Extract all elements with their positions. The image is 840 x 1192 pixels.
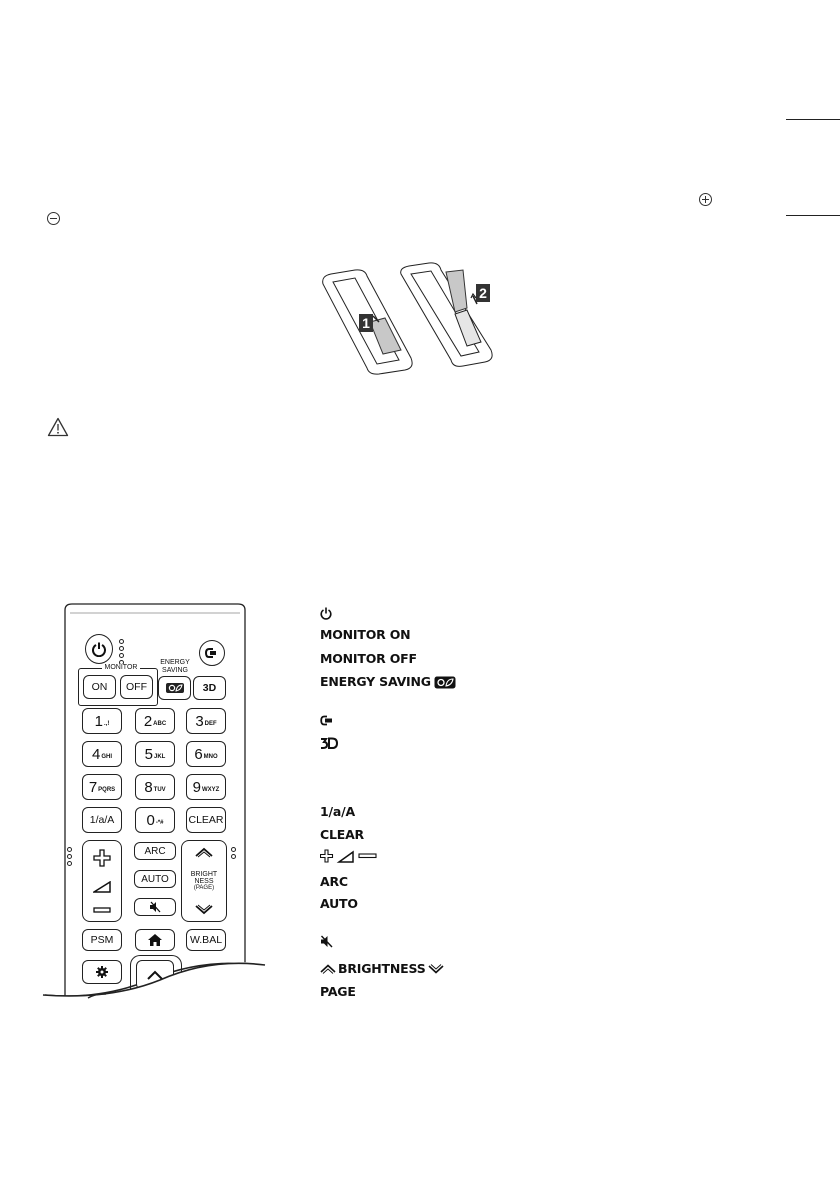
volume-down-icon	[92, 906, 112, 914]
key-1aA[interactable]	[82, 807, 122, 833]
brightness-label-2: NESS	[194, 877, 214, 885]
home-button[interactable]	[135, 929, 175, 951]
key-4-sub: GHI	[101, 754, 112, 760]
energy-saving-label-2: SAVING	[162, 667, 188, 674]
home-icon	[148, 934, 162, 946]
key-0-sub: -*#	[155, 820, 164, 826]
volume-rocker[interactable]	[82, 840, 122, 922]
brightness-rocker[interactable]	[181, 840, 227, 922]
key-7-sub: PQRS	[98, 787, 116, 793]
key-5-sub: JKL	[154, 754, 166, 760]
legend-energy-saving	[320, 673, 456, 691]
key-clear-label: CLEAR	[188, 814, 224, 826]
legend-page-text: PAGE	[320, 984, 356, 999]
page-label: (PAGE)	[193, 884, 215, 891]
input-button[interactable]	[199, 640, 225, 666]
key-9-digit: 9	[192, 778, 201, 796]
auto-label: AUTO	[141, 873, 169, 885]
plus-circle-icon	[699, 193, 712, 206]
section-rule-top	[786, 119, 840, 120]
key-7[interactable]	[82, 774, 122, 800]
arc-label: ARC	[144, 845, 166, 857]
key-9-sub: WXYZ	[202, 787, 220, 793]
brightness-label-1: BRIGHT	[190, 870, 218, 878]
power-icon	[320, 607, 332, 620]
callout-1-label: 1	[362, 315, 370, 331]
psm-button[interactable]	[82, 929, 122, 951]
key-5[interactable]	[135, 741, 175, 767]
legend-volume	[320, 847, 378, 865]
legend-input	[320, 711, 334, 729]
key-1aA-label: 1/a/A	[89, 814, 115, 826]
legend-1aA	[320, 803, 355, 821]
monitor-label: MONITOR	[102, 664, 140, 671]
brightness-down-icon	[428, 964, 444, 974]
key-2-sub: ABC	[153, 721, 167, 727]
auto-button[interactable]	[134, 870, 176, 888]
battery-cover-illustration	[315, 262, 515, 382]
legend-arc	[320, 873, 348, 891]
cutaway-wave	[40, 960, 280, 1030]
key-3-sub: DEF	[204, 721, 217, 727]
side-dots-right	[230, 846, 240, 860]
power-button[interactable]	[85, 634, 113, 664]
legend-auto-text: AUTO	[320, 896, 358, 911]
side-dots-left	[66, 846, 72, 867]
mute-icon	[149, 901, 161, 913]
legend-1aA-text: 1/a/A	[320, 804, 355, 819]
key-6[interactable]	[186, 741, 226, 767]
psm-label: PSM	[90, 934, 114, 946]
section-rule-bottom	[786, 215, 840, 216]
key-2-digit: 2	[143, 712, 153, 730]
eco-leaf-icon	[434, 676, 456, 689]
legend-clear-text: CLEAR	[320, 827, 364, 842]
monitor-on-label: ON	[91, 681, 108, 693]
energy-saving-label-1: ENERGY	[160, 659, 190, 666]
input-icon	[320, 715, 334, 726]
3d-button[interactable]	[193, 676, 226, 700]
key-4[interactable]	[82, 741, 122, 767]
legend-page	[320, 983, 356, 1001]
mute-icon	[320, 935, 333, 948]
indicator-dots	[118, 638, 128, 666]
volume-icon	[93, 881, 111, 893]
brightness-up-icon	[320, 964, 336, 974]
brightness-up-icon	[194, 847, 214, 858]
key-8-sub: TUV	[153, 787, 166, 793]
key-7-digit: 7	[88, 778, 98, 796]
brightness-down-icon	[194, 904, 214, 915]
3d-label: 3D	[202, 682, 217, 694]
monitor-off-button[interactable]	[120, 675, 153, 699]
monitor-off-label: OFF	[126, 681, 147, 693]
monitor-on-button[interactable]	[83, 675, 116, 699]
volume-icon	[320, 849, 378, 863]
key-4-digit: 4	[91, 745, 101, 763]
key-0[interactable]	[135, 807, 175, 833]
remote-control	[0, 0, 280, 1192]
legend-power	[320, 604, 332, 622]
wbal-label: W.BAL	[189, 934, 223, 946]
key-6-digit: 6	[194, 745, 203, 763]
eco-leaf-icon	[166, 683, 184, 693]
key-8-digit: 8	[144, 778, 153, 796]
legend-monitor-on: MONITOR ON	[320, 627, 411, 642]
key-1-sub: .,!	[104, 721, 110, 727]
input-icon	[205, 647, 219, 659]
legend-energy-saving-text: ENERGY SAVING	[320, 674, 431, 689]
legend-3d	[320, 734, 338, 752]
key-8[interactable]	[135, 774, 175, 800]
power-icon	[91, 641, 107, 657]
key-1[interactable]	[82, 708, 122, 734]
legend-brightness-text: BRIGHTNESS	[338, 961, 426, 976]
key-1-digit: 1	[94, 712, 103, 730]
key-6-sub: MNO	[203, 754, 218, 760]
key-3-digit: 3	[195, 712, 204, 730]
key-0-digit: 0	[146, 811, 155, 829]
key-9[interactable]	[186, 774, 226, 800]
legend-auto	[320, 895, 358, 913]
key-2[interactable]	[135, 708, 175, 734]
3d-icon	[320, 737, 338, 749]
mute-button[interactable]	[134, 898, 176, 916]
wbal-button[interactable]	[186, 929, 226, 951]
legend-monitor-off	[320, 650, 417, 668]
energy-saving-button[interactable]	[158, 676, 191, 700]
legend-monitor-off-text: MONITOR OFF	[320, 651, 417, 666]
callout-2-label: 2	[479, 285, 487, 301]
key-5-digit: 5	[144, 745, 153, 763]
legend-arc-text: ARC	[320, 874, 348, 889]
legend-clear	[320, 826, 364, 844]
legend-brightness	[320, 960, 444, 978]
arc-button[interactable]	[134, 842, 176, 860]
key-3[interactable]	[186, 708, 226, 734]
key-clear[interactable]	[186, 807, 226, 833]
volume-up-icon	[92, 848, 112, 868]
legend-mute	[320, 932, 333, 950]
